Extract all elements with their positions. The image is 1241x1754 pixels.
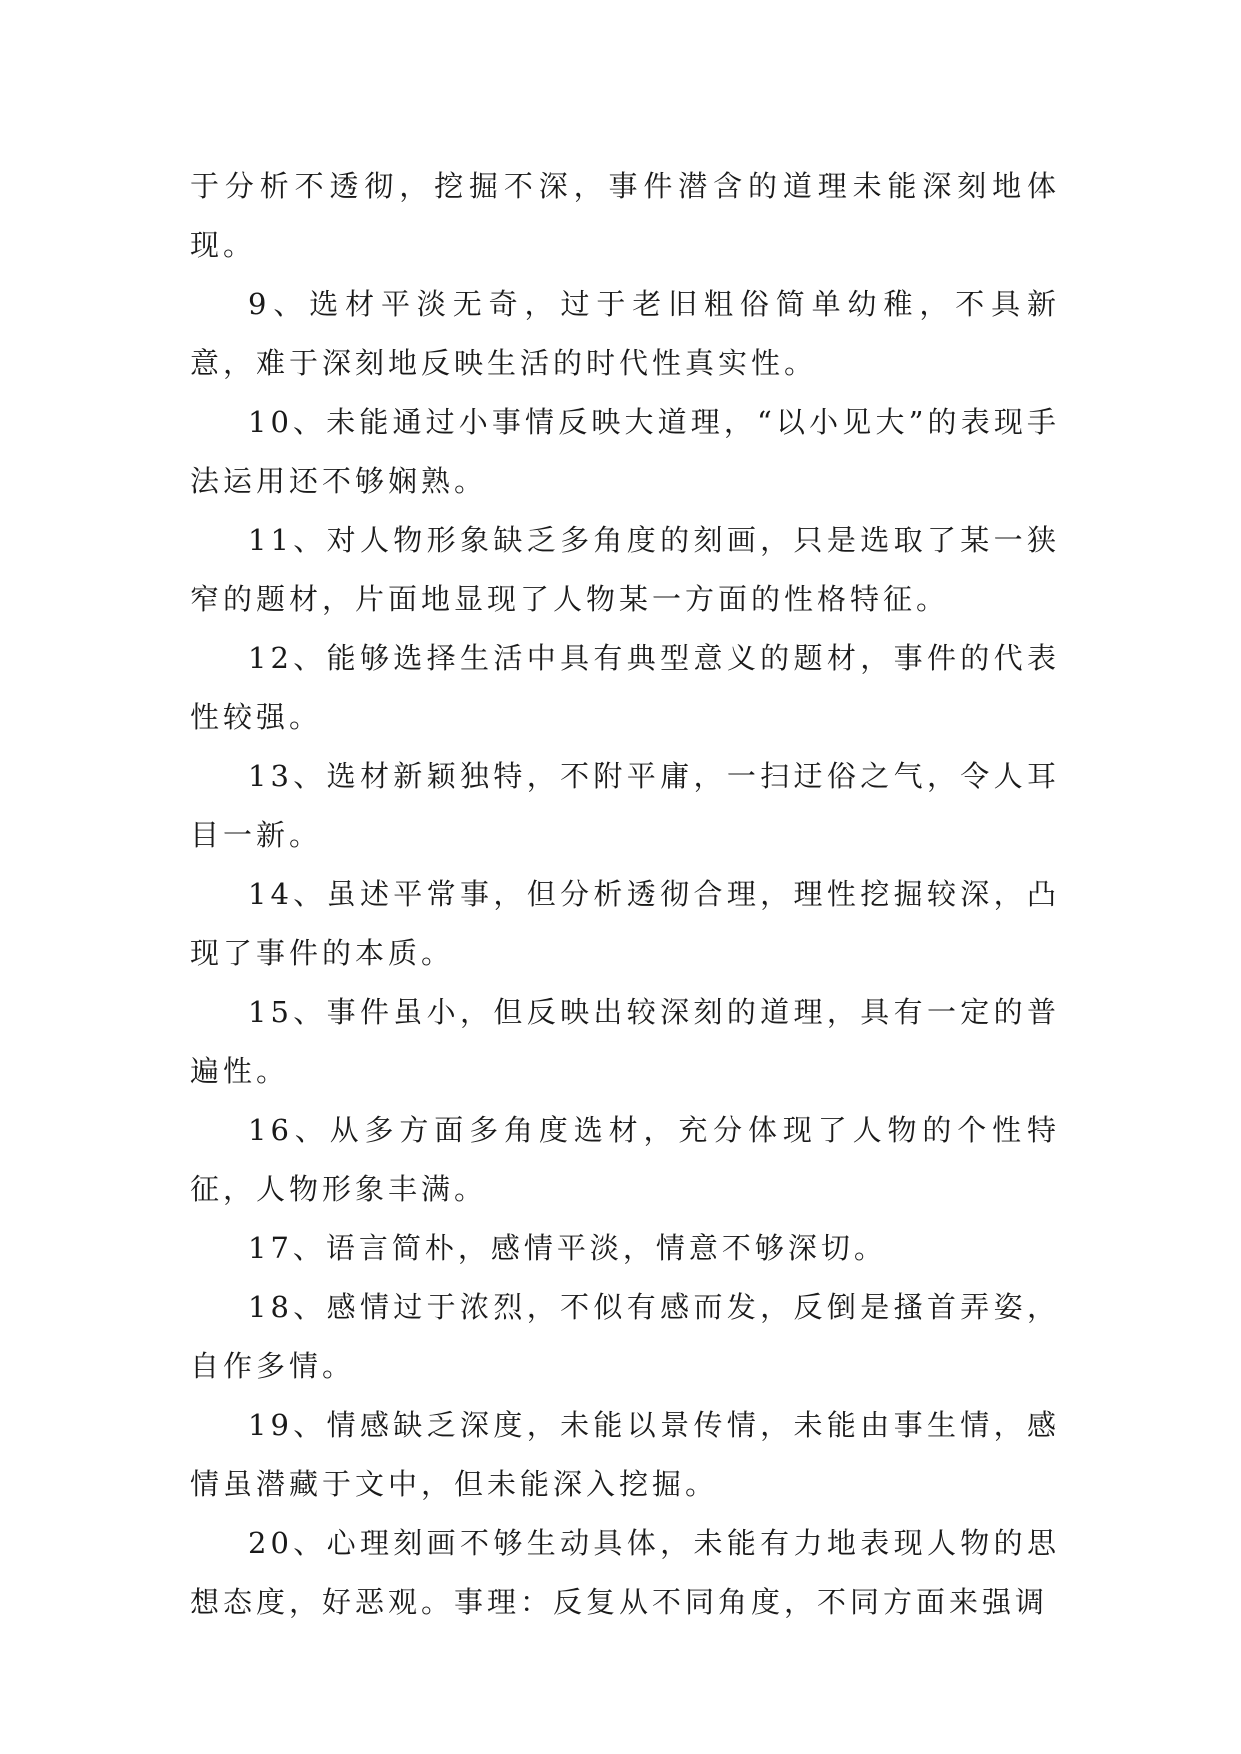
paragraph-item-13: 13、选材新颖独特，不附平庸，一扫迂俗之气，令人耳目一新。 [190,759,1060,852]
paragraph-item-11: 11、对人物形象缺乏多角度的刻画，只是选取了某一狭窄的题材，片面地显现了人物某一方面的性格特征。 [190,523,1060,616]
paragraph-item-15: 15、事件虽小，但反映出较深刻的道理，具有一定的普遍性。 [190,995,1060,1088]
paragraph-item-20: 20、心理刻画不够生动具体，未能有力地表现人物的思想态度，好恶观。事理：反复从不同角度，不同方面来强调 [190,1526,1060,1619]
paragraph-item-16: 16、从多方面多角度选材，充分体现了人物的个性特征，人物形象丰满。 [190,1113,1060,1206]
paragraph-item-10: 10、未能通过小事情反映大道理，“以小见大”的表现手法运用还不够娴熟。 [190,405,1060,498]
paragraph-continuation: 于分析不透彻，挖掘不深，事件潜含的道理未能深刻地体现。 [190,169,1060,262]
paragraph-item-17: 17、语言简朴，感情平淡，情意不够深切。 [248,1231,887,1265]
paragraph-item-12: 12、能够选择生活中具有典型意义的题材，事件的代表性较强。 [190,641,1060,734]
paragraph-item-14: 14、虽述平常事，但分析透彻合理，理性挖掘较深，凸现了事件的本质。 [190,877,1060,970]
document-body [190,157,1060,1632]
paragraph-item-18: 18、感情过于浓烈，不似有感而发，反倒是搔首弄姿，自作多情。 [190,1290,1060,1383]
paragraph-item-19: 19、情感缺乏深度，未能以景传情，未能由事生情，感情虽潜藏于文中，但未能深入挖掘。 [190,1408,1060,1501]
paragraph-item-9: 9、选材平淡无奇，过于老旧粗俗简单幼稚，不具新意，难于深刻地反映生活的时代性真实性。 [190,287,1060,380]
